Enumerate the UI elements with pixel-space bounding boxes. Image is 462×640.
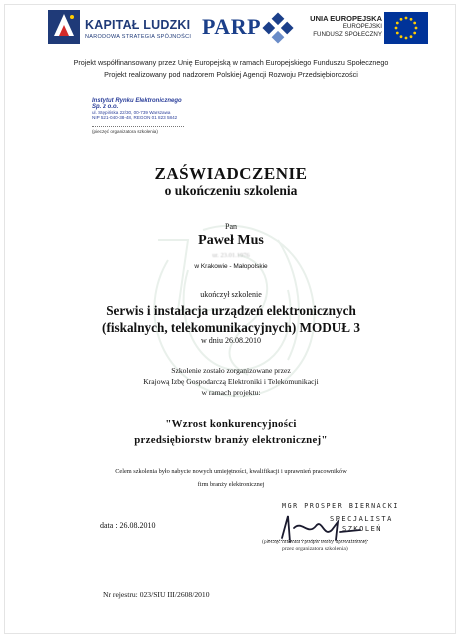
project-cofinanced-text: Projekt współfinansowany przez Unię Europejską w ramach Europejskiego Funduszu Społecznego	[73, 58, 389, 67]
organizer-stamp	[92, 98, 222, 134]
eu-logo	[310, 12, 440, 48]
kapital-ludzki-subtitle: NARODOWA STRATEGIA SPÓJNOŚCI	[85, 34, 192, 40]
training-goal-line2: firm branży elektronicznej	[197, 481, 265, 488]
parp-mark-icon	[262, 12, 294, 44]
signature-caption-line1: (pieczęć imienna i podpis osoby upoważnionej	[262, 539, 367, 545]
kapital-ludzki-name: KAPITAŁ LUDZKI	[85, 18, 191, 32]
organized-by-line2: Krajową Izbę Gospodarczą Elektroniki i Telekomunikacji	[143, 377, 319, 386]
eu-flag-icon	[384, 12, 428, 44]
completed-text: ukończył szkolenie	[200, 290, 262, 299]
signatory-title-line2: SZKOLEŃ	[342, 525, 383, 533]
course-name-line2: (fiskalnych, telekomunikacyjnych) MODUŁ 3	[102, 320, 360, 335]
eu-line2: EUROPEJSKI	[342, 23, 382, 30]
signatory-name: MGR PROSPER BIERNACKI	[282, 502, 399, 510]
stamp-company-form: Sp. z o.o.	[92, 104, 119, 110]
project-supervision-text: Projekt realizowany pod nadzorem Polskiej Agencji Rozwoju Przedsiębiorczości	[104, 70, 358, 79]
registry-number: Nr rejestru: 023/SIU III/2608/2010	[103, 590, 210, 599]
signatory-title-line1: SPECJALISTA	[330, 515, 393, 523]
eu-title: UNIA EUROPEJSKA	[310, 14, 382, 23]
stamp-company-name: Instytut Rynku Elektronicznego	[92, 98, 182, 104]
project-name-line2: przedsiębiorstw branży elektronicznej"	[134, 434, 328, 446]
salutation: Pan	[225, 222, 237, 231]
training-goal-line1: Celem szkolenia było nabycie nowych umiejętności, kwalifikacji i uprawnień pracowników	[115, 468, 347, 475]
course-date: w dniu 26.08.2010	[201, 336, 261, 345]
eu-line3: FUNDUSZ SPOŁECZNY	[313, 31, 382, 38]
eu-text	[310, 14, 382, 39]
issue-date: data : 26.08.2010	[100, 521, 156, 530]
stamp-caption: (pieczęć organizatora szkolenia)	[92, 129, 158, 134]
certificate-title: ZAŚWIADCZENIE	[154, 164, 308, 183]
person-name: Paweł Mus	[198, 233, 264, 248]
organized-by-line3: w ramach projektu:	[201, 388, 261, 397]
stamp-dotted-line	[92, 126, 184, 127]
project-name-line1: "Wzrost konkurencyjności	[165, 418, 297, 430]
birth-place: w Krakowie - Małopolskie	[194, 263, 268, 270]
birth-date: ur. 23.01.1976	[212, 252, 250, 259]
parp-name: PARP	[202, 14, 262, 39]
parp-logo	[202, 12, 302, 44]
course-name-line1: Serwis i instalacja urządzeń elektronicznych	[106, 303, 356, 318]
certificate-subtitle: o ukończeniu szkolenia	[164, 183, 298, 198]
stamp-address: ul. Stępińska 22/30, 00-739 Warszawa	[92, 110, 171, 115]
signature-caption-line2: przez organizatora szkolenia)	[282, 546, 348, 552]
stamp-tax-ids: NIP 521-040-38-48, REGON 01 823 5842	[92, 115, 178, 120]
kapital-ludzki-mark-icon	[48, 10, 80, 44]
organized-by-line1: Szkolenie zostało zorganizowane przez	[171, 366, 291, 375]
kapital-ludzki-logo	[48, 10, 192, 46]
